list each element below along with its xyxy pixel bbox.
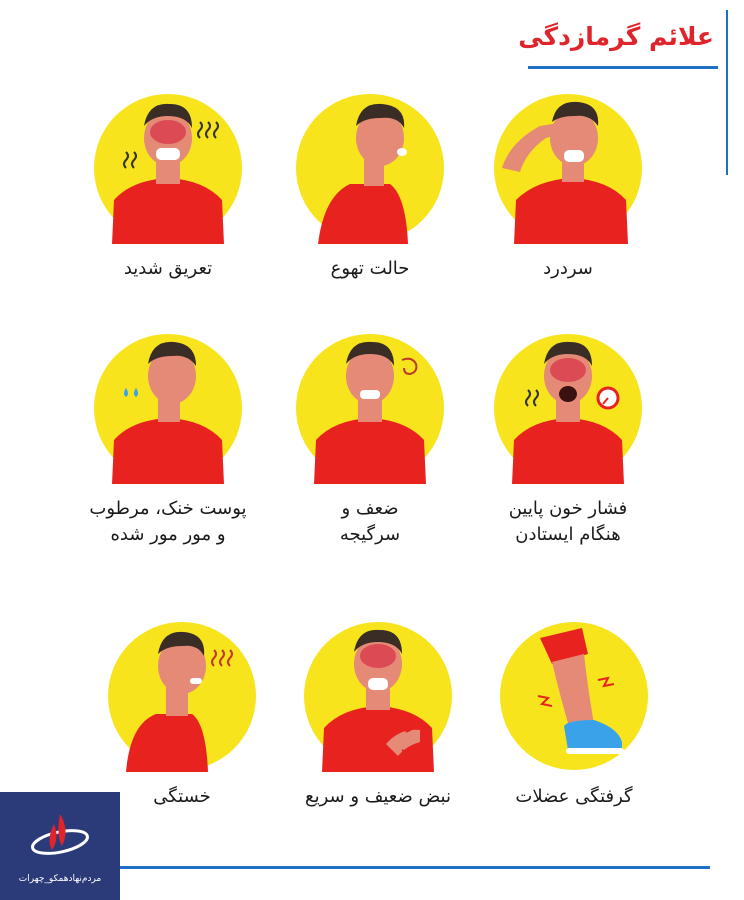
caption-line: پوست خنک، مرطوب	[89, 498, 247, 519]
caption-line: و مور مور شده	[110, 524, 226, 545]
page-title: علائم گرمازدگی	[518, 22, 714, 51]
symptom-caption	[268, 784, 488, 810]
caption-line: خستگی	[153, 786, 211, 807]
caption-line: هنگام ایستادن	[515, 524, 621, 545]
headache-icon	[492, 92, 644, 244]
caption-line: حالت تهوع	[330, 258, 410, 279]
title-underline	[528, 66, 718, 69]
logo-text: مردم‌نهادهمکو_چهرات	[18, 874, 102, 884]
side-accent-line	[726, 10, 728, 175]
symptom-caption	[458, 496, 678, 548]
caption-line: ضعف و	[341, 498, 399, 519]
low-blood-pressure-icon	[492, 332, 644, 484]
symptom-caption	[260, 496, 480, 548]
fatigue-icon	[106, 620, 258, 772]
symptom-caption	[464, 784, 684, 810]
cold-damp-skin-icon	[92, 332, 244, 484]
caption-line: نبض ضعیف و سریع	[305, 786, 451, 807]
symptom-caption	[458, 256, 678, 282]
nausea-icon	[294, 92, 446, 244]
caption-line: گرفتگی عضلات	[515, 786, 633, 807]
symptom-caption	[260, 256, 480, 282]
caption-line: سرگیجه	[339, 524, 401, 545]
caption-line: سردرد	[543, 258, 593, 279]
dizziness-icon	[294, 332, 446, 484]
symptom-caption	[58, 256, 278, 282]
caption-line: فشار خون پایین	[508, 498, 628, 519]
caption-line: تعریق شدید	[123, 258, 213, 279]
logo-emblem-icon	[30, 810, 90, 866]
sweating-icon	[92, 92, 244, 244]
symptom-caption	[58, 496, 278, 548]
muscle-cramp-icon	[498, 620, 650, 772]
weak-rapid-pulse-icon	[302, 620, 454, 772]
footer-line	[120, 866, 710, 869]
organization-logo	[0, 792, 120, 900]
